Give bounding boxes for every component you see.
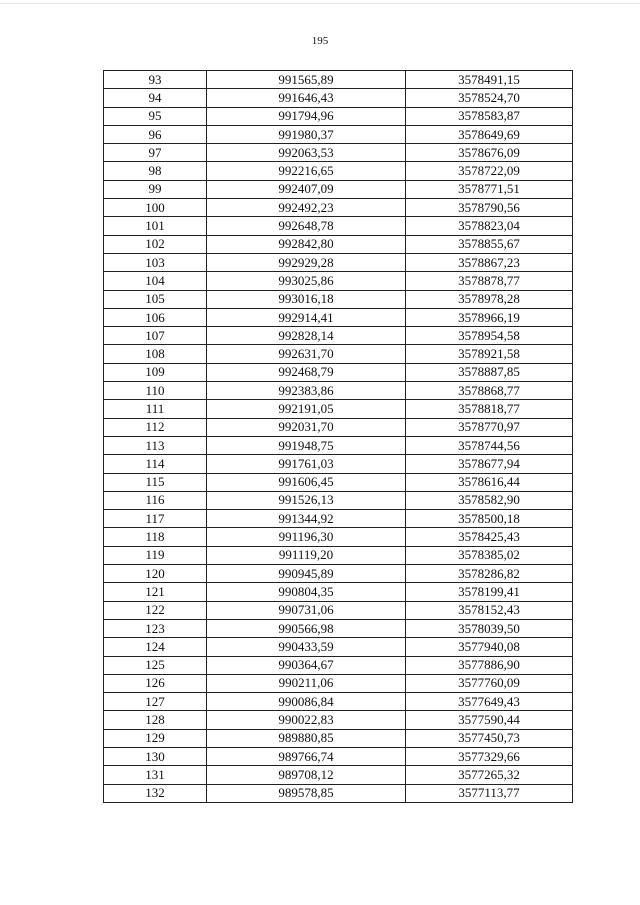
table-row: [104, 180, 573, 198]
point-number-cell: 124: [104, 638, 207, 656]
point-number-cell: 128: [104, 711, 207, 729]
x-coordinate-cell: 992631,70: [207, 345, 406, 363]
x-coordinate-cell: 992383,86: [207, 382, 406, 400]
y-coordinate-cell: 3578867,23: [406, 253, 573, 271]
y-coordinate-cell: 3577590,44: [406, 711, 573, 729]
y-coordinate-cell: 3578954,58: [406, 327, 573, 345]
y-coordinate-cell: 3577450,73: [406, 729, 573, 747]
point-number-cell: 97: [104, 144, 207, 162]
point-number-cell: 101: [104, 217, 207, 235]
x-coordinate-cell: 991119,20: [207, 546, 406, 564]
point-number-cell: 106: [104, 308, 207, 326]
point-number-cell: 132: [104, 784, 207, 802]
x-coordinate-cell: 990731,06: [207, 601, 406, 619]
y-coordinate-cell: 3578868,77: [406, 382, 573, 400]
table-row: [104, 766, 573, 784]
y-coordinate-cell: 3578583,87: [406, 107, 573, 125]
y-coordinate-cell: 3578818,77: [406, 400, 573, 418]
y-coordinate-cell: 3578286,82: [406, 565, 573, 583]
y-coordinate-cell: 3578771,51: [406, 180, 573, 198]
point-number-cell: 99: [104, 180, 207, 198]
x-coordinate-cell: 989578,85: [207, 784, 406, 802]
table-row: [104, 308, 573, 326]
table-row: [104, 418, 573, 436]
point-number-cell: 110: [104, 382, 207, 400]
y-coordinate-cell: 3577113,77: [406, 784, 573, 802]
table-row: [104, 363, 573, 381]
point-number-cell: 112: [104, 418, 207, 436]
x-coordinate-cell: 992914,41: [207, 308, 406, 326]
point-number-cell: 103: [104, 253, 207, 271]
table-row: [104, 491, 573, 509]
x-coordinate-cell: 990086,84: [207, 693, 406, 711]
table-row: [104, 400, 573, 418]
x-coordinate-cell: 991794,96: [207, 107, 406, 125]
x-coordinate-cell: 991526,13: [207, 491, 406, 509]
table-row: [104, 199, 573, 217]
y-coordinate-cell: 3578966,19: [406, 308, 573, 326]
x-coordinate-cell: 992031,70: [207, 418, 406, 436]
point-number-cell: 104: [104, 272, 207, 290]
x-coordinate-cell: 992468,79: [207, 363, 406, 381]
y-coordinate-cell: 3578770,97: [406, 418, 573, 436]
point-number-cell: 107: [104, 327, 207, 345]
point-number-cell: 120: [104, 565, 207, 583]
y-coordinate-cell: 3577886,90: [406, 656, 573, 674]
x-coordinate-cell: 992191,05: [207, 400, 406, 418]
x-coordinate-cell: 993016,18: [207, 290, 406, 308]
y-coordinate-cell: 3578616,44: [406, 473, 573, 491]
point-number-cell: 119: [104, 546, 207, 564]
point-number-cell: 96: [104, 125, 207, 143]
point-number-cell: 113: [104, 436, 207, 454]
table-row: [104, 528, 573, 546]
point-number-cell: 102: [104, 235, 207, 253]
table-row: [104, 565, 573, 583]
x-coordinate-cell: 992063,53: [207, 144, 406, 162]
x-coordinate-cell: 990433,59: [207, 638, 406, 656]
table-row: [104, 619, 573, 637]
point-number-cell: 108: [104, 345, 207, 363]
y-coordinate-cell: 3578039,50: [406, 619, 573, 637]
y-coordinate-cell: 3578978,28: [406, 290, 573, 308]
table-row: [104, 89, 573, 107]
y-coordinate-cell: 3578921,58: [406, 345, 573, 363]
y-coordinate-cell: 3577265,32: [406, 766, 573, 784]
table-row: [104, 546, 573, 564]
table-row: [104, 327, 573, 345]
y-coordinate-cell: 3577329,66: [406, 747, 573, 765]
table-row: [104, 711, 573, 729]
point-number-cell: 93: [104, 71, 207, 89]
y-coordinate-cell: 3578385,02: [406, 546, 573, 564]
table-row: [104, 436, 573, 454]
y-coordinate-cell: 3578425,43: [406, 528, 573, 546]
point-number-cell: 127: [104, 693, 207, 711]
x-coordinate-cell: 992648,78: [207, 217, 406, 235]
page-number: 195: [311, 35, 329, 47]
x-coordinate-cell: 992407,09: [207, 180, 406, 198]
point-number-cell: 100: [104, 199, 207, 217]
x-coordinate-cell: 990022,83: [207, 711, 406, 729]
y-coordinate-cell: 3577760,09: [406, 674, 573, 692]
table-row: [104, 235, 573, 253]
point-number-cell: 95: [104, 107, 207, 125]
coordinates-table-body: [104, 71, 573, 803]
x-coordinate-cell: 990804,35: [207, 583, 406, 601]
table-row: [104, 345, 573, 363]
table-row: [104, 747, 573, 765]
table-row: [104, 729, 573, 747]
x-coordinate-cell: 991980,37: [207, 125, 406, 143]
point-number-cell: 94: [104, 89, 207, 107]
table-row: [104, 217, 573, 235]
x-coordinate-cell: 989766,74: [207, 747, 406, 765]
x-coordinate-cell: 990945,89: [207, 565, 406, 583]
x-coordinate-cell: 993025,86: [207, 272, 406, 290]
point-number-cell: 123: [104, 619, 207, 637]
y-coordinate-cell: 3578152,43: [406, 601, 573, 619]
x-coordinate-cell: 991196,30: [207, 528, 406, 546]
x-coordinate-cell: 989880,85: [207, 729, 406, 747]
table-row: [104, 382, 573, 400]
table-row: [104, 638, 573, 656]
y-coordinate-cell: 3577940,08: [406, 638, 573, 656]
x-coordinate-cell: 992929,28: [207, 253, 406, 271]
y-coordinate-cell: 3578722,09: [406, 162, 573, 180]
x-coordinate-cell: 990566,98: [207, 619, 406, 637]
y-coordinate-cell: 3578744,56: [406, 436, 573, 454]
x-coordinate-cell: 992216,65: [207, 162, 406, 180]
table-row: [104, 510, 573, 528]
point-number-cell: 131: [104, 766, 207, 784]
y-coordinate-cell: 3578823,04: [406, 217, 573, 235]
point-number-cell: 111: [104, 400, 207, 418]
y-coordinate-cell: 3578677,94: [406, 455, 573, 473]
point-number-cell: 130: [104, 747, 207, 765]
y-coordinate-cell: 3578878,77: [406, 272, 573, 290]
y-coordinate-cell: 3578491,15: [406, 71, 573, 89]
point-number-cell: 116: [104, 491, 207, 509]
point-number-cell: 114: [104, 455, 207, 473]
table-row: [104, 144, 573, 162]
point-number-cell: 126: [104, 674, 207, 692]
x-coordinate-cell: 990364,67: [207, 656, 406, 674]
point-number-cell: 98: [104, 162, 207, 180]
point-number-cell: 125: [104, 656, 207, 674]
point-number-cell: 129: [104, 729, 207, 747]
table-row: [104, 583, 573, 601]
point-number-cell: 121: [104, 583, 207, 601]
table-row: [104, 784, 573, 802]
x-coordinate-cell: 990211,06: [207, 674, 406, 692]
table-row: [104, 253, 573, 271]
x-coordinate-cell: 992828,14: [207, 327, 406, 345]
table-row: [104, 473, 573, 491]
table-row: [104, 272, 573, 290]
table-row: [104, 162, 573, 180]
y-coordinate-cell: 3578855,67: [406, 235, 573, 253]
table-row: [104, 125, 573, 143]
table-row: [104, 455, 573, 473]
point-number-cell: 122: [104, 601, 207, 619]
coordinates-table: [103, 70, 573, 803]
scan-edge-line: [0, 3, 640, 4]
y-coordinate-cell: 3578500,18: [406, 510, 573, 528]
table-row: [104, 656, 573, 674]
point-number-cell: 118: [104, 528, 207, 546]
point-number-cell: 115: [104, 473, 207, 491]
x-coordinate-cell: 991344,92: [207, 510, 406, 528]
table-row: [104, 71, 573, 89]
table-row: [104, 674, 573, 692]
table-row: [104, 290, 573, 308]
x-coordinate-cell: 991646,43: [207, 89, 406, 107]
x-coordinate-cell: 989708,12: [207, 766, 406, 784]
table-row: [104, 693, 573, 711]
y-coordinate-cell: 3578790,56: [406, 199, 573, 217]
y-coordinate-cell: 3578676,09: [406, 144, 573, 162]
x-coordinate-cell: 991761,03: [207, 455, 406, 473]
y-coordinate-cell: 3578582,90: [406, 491, 573, 509]
y-coordinate-cell: 3578199,41: [406, 583, 573, 601]
y-coordinate-cell: 3577649,43: [406, 693, 573, 711]
point-number-cell: 109: [104, 363, 207, 381]
x-coordinate-cell: 991565,89: [207, 71, 406, 89]
table-row: [104, 601, 573, 619]
y-coordinate-cell: 3578649,69: [406, 125, 573, 143]
x-coordinate-cell: 992842,80: [207, 235, 406, 253]
table-row: [104, 107, 573, 125]
point-number-cell: 117: [104, 510, 207, 528]
x-coordinate-cell: 992492,23: [207, 199, 406, 217]
x-coordinate-cell: 991606,45: [207, 473, 406, 491]
x-coordinate-cell: 991948,75: [207, 436, 406, 454]
point-number-cell: 105: [104, 290, 207, 308]
y-coordinate-cell: 3578887,85: [406, 363, 573, 381]
y-coordinate-cell: 3578524,70: [406, 89, 573, 107]
